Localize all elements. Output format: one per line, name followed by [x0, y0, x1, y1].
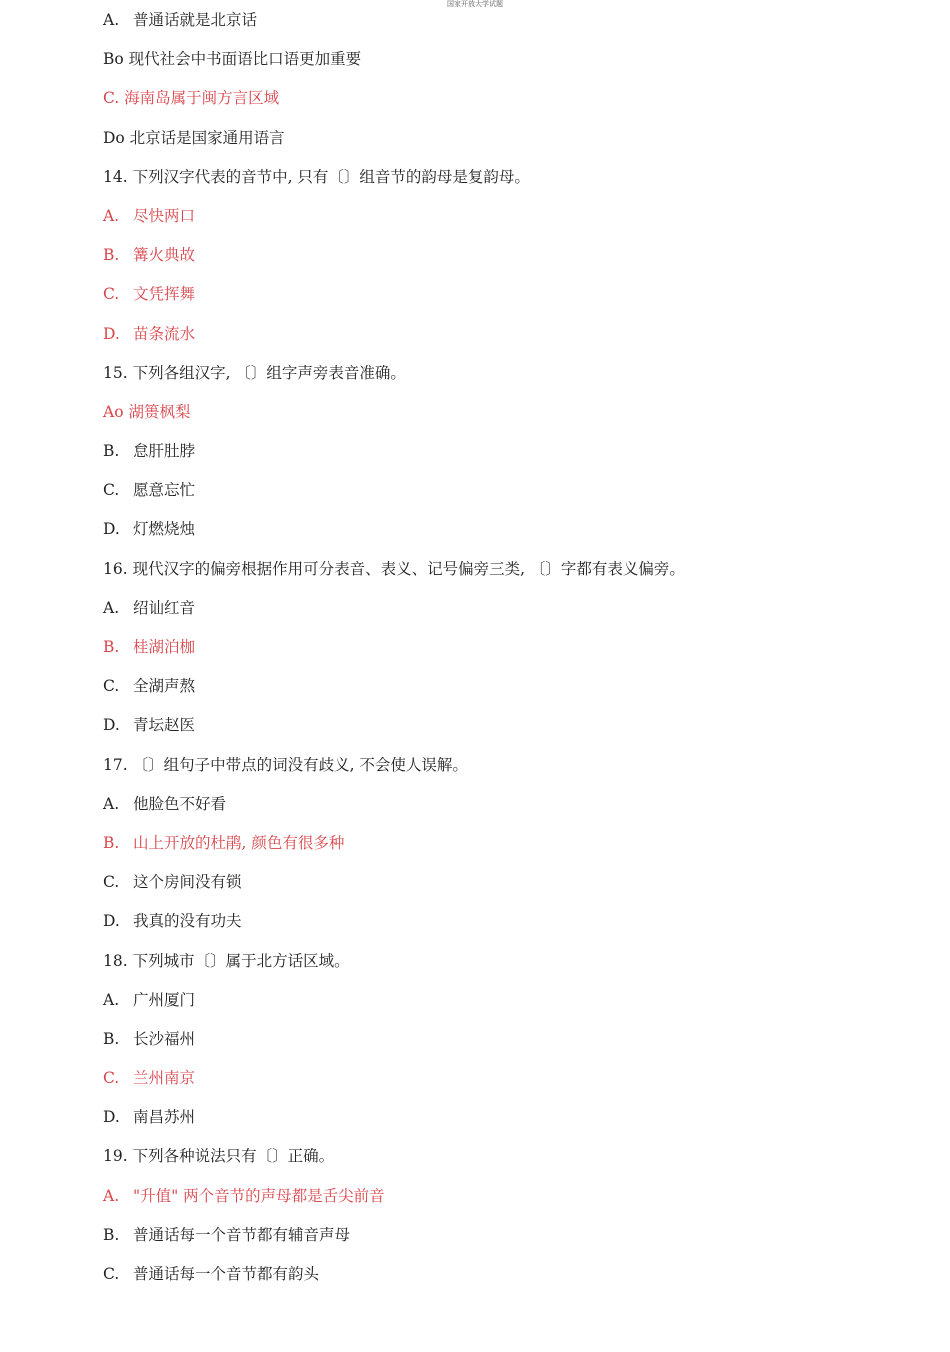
option-line: [103, 597, 903, 636]
option-text: Bo 现代社会中书面语比口语更加重要: [103, 50, 362, 69]
option-line: [103, 1224, 903, 1263]
option-letter: C.: [103, 285, 120, 304]
option-text: 普通话就是北京话: [133, 11, 258, 29]
option-letter: B.: [103, 1225, 120, 1244]
option-letter: B.: [103, 1029, 120, 1048]
answer-line: [103, 832, 903, 871]
option-line: [103, 1263, 903, 1302]
option-line: [103, 127, 903, 166]
option-letter: C.: [103, 1265, 120, 1283]
answer-line: [103, 205, 903, 244]
answer-line: [103, 283, 903, 322]
option-line: [103, 793, 903, 832]
option-line: [103, 910, 903, 949]
option-text: 普通话每一个音节都有韵头: [133, 1265, 320, 1283]
option-line: [103, 871, 903, 910]
option-letter: D.: [103, 324, 120, 343]
option-line: [103, 989, 903, 1028]
option-line: [103, 479, 903, 518]
option-text: 广州厦门: [133, 990, 196, 1009]
option-letter: A.: [103, 1186, 120, 1205]
answer-line: [103, 1185, 903, 1224]
question-text: 14. 下列汉字代表的音节中, 只有〔〕组音节的韵母是复韵母。: [103, 167, 530, 186]
answer-line: [103, 323, 903, 362]
option-text: 文凭挥舞: [133, 285, 196, 304]
option-letter: D.: [103, 912, 120, 931]
option-line: [103, 1028, 903, 1067]
option-line: [103, 440, 903, 479]
option-letter: B.: [103, 246, 120, 265]
option-line: [103, 675, 903, 714]
question-19: [103, 1145, 903, 1184]
option-letter: A.: [103, 794, 120, 813]
option-text: 苗条流水: [133, 324, 196, 343]
option-letter: C.: [103, 873, 120, 892]
option-text: 南昌苏州: [133, 1108, 196, 1127]
question-15: [103, 362, 903, 401]
option-text: 桂湖泊枷: [133, 638, 196, 656]
option-text: 他脸色不好看: [133, 794, 227, 813]
option-text: 绍讪红音: [133, 598, 196, 617]
option-text: 愿意忘忙: [133, 481, 196, 500]
option-text: 尽快两口: [133, 206, 196, 225]
answer-line: [103, 244, 903, 283]
option-letter: C.: [103, 677, 120, 696]
option-text: 这个房间没有锁: [133, 873, 242, 892]
option-letter: D.: [103, 716, 120, 735]
answer-line: [103, 401, 903, 440]
option-letter: B.: [103, 638, 120, 656]
option-letter: A.: [103, 206, 120, 225]
question-18: [103, 950, 903, 989]
option-text: 我真的没有功夫: [133, 912, 242, 931]
answer-line: [103, 636, 903, 675]
option-letter: C.: [103, 1069, 120, 1088]
option-text: 普通话每一个音节都有辅音声母: [133, 1225, 351, 1244]
option-text: 青坛赵医: [133, 716, 196, 735]
question-text: 18. 下列城市〔〕属于北方话区域。: [103, 951, 350, 970]
option-letter: D.: [103, 1108, 120, 1127]
option-text: "升值" 两个音节的声母都是舌尖前音: [133, 1186, 385, 1205]
question-text: 16. 现代汉字的偏旁根据作用可分表音、表义、记号偏旁三类, 〔〕字都有表义偏旁。: [103, 559, 685, 578]
page-header: 国家开放大学试题: [447, 0, 503, 8]
option-letter: A.: [103, 11, 120, 29]
question-17: [103, 754, 903, 793]
option-text: 兰州南京: [133, 1069, 196, 1088]
option-line: [103, 518, 903, 557]
option-letter: B.: [103, 833, 120, 852]
option-letter: B.: [103, 442, 120, 461]
option-line: [103, 1106, 903, 1145]
option-text: 山上开放的杜鹃, 颜色有很多种: [133, 833, 345, 852]
question-content: [103, 9, 903, 1302]
option-line: [103, 9, 903, 48]
option-letter: A.: [103, 598, 120, 617]
option-text: 灯燃烧烛: [133, 520, 196, 539]
option-text: Ao 湖篑枫梨: [103, 402, 191, 421]
option-line: [103, 48, 903, 87]
option-text: 篝火典故: [133, 246, 196, 265]
question-text: 19. 下列各种说法只有〔〕正确。: [103, 1147, 335, 1166]
option-letter: D.: [103, 520, 120, 539]
option-letter: C.: [103, 481, 120, 500]
question-text: 17. 〔〕组句子中带点的词没有歧义, 不会使人误解。: [103, 755, 468, 774]
answer-line: [103, 1067, 903, 1106]
option-text: 长沙福州: [133, 1029, 196, 1048]
option-text: 怠肝肚脖: [133, 442, 196, 461]
question-text: 15. 下列各组汉字, 〔〕组字声旁表音准确。: [103, 363, 406, 382]
option-text: Do 北京话是国家通用语言: [103, 128, 285, 147]
option-letter: A.: [103, 990, 120, 1009]
option-text: C. 海南岛属于闽方言区域: [103, 89, 280, 108]
answer-line: [103, 87, 903, 126]
option-line: [103, 714, 903, 753]
option-text: 全湖声熬: [133, 677, 196, 696]
question-14: [103, 166, 903, 205]
question-16: [103, 558, 903, 597]
